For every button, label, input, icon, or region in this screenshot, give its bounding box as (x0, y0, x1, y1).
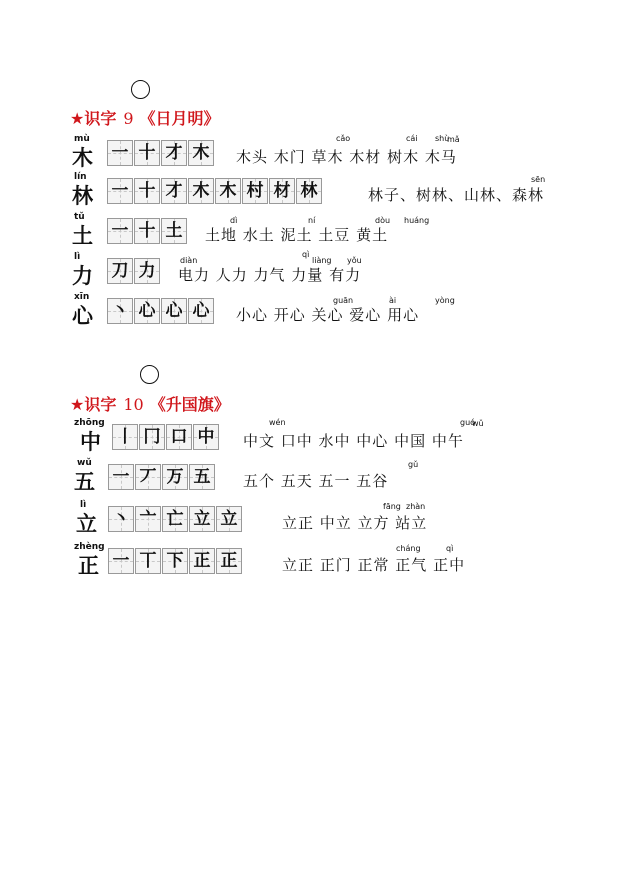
stroke-grid (108, 548, 243, 574)
lesson-name: 《日月明》 (139, 109, 220, 128)
word-list: 林子、树林、山林、森林 (368, 186, 545, 204)
stroke-grid (108, 506, 243, 532)
stroke-cell: 一 (107, 218, 133, 244)
circle-marker (131, 80, 150, 99)
character-row (0, 172, 640, 210)
stroke-grid (108, 464, 216, 490)
word-pinyin: qì (446, 544, 454, 553)
stroke-cell: 十 (134, 140, 160, 166)
word-pinyin: dòu (375, 216, 391, 225)
word-list: 五个 五天 五一 五谷 (243, 472, 389, 490)
stroke-grid (107, 298, 215, 324)
character-pinyin: tǔ (74, 212, 85, 222)
word-list: 中文 口中 水中 中心 中国 中午 (243, 432, 464, 450)
stroke-cell: 木 (188, 178, 214, 204)
word-pinyin: sēn (531, 175, 546, 184)
stroke-cell: 一 (107, 140, 133, 166)
word-pinyin: huáng (404, 216, 430, 225)
word-pinyin: gǔ (408, 460, 419, 469)
stroke-cell: 五 (189, 464, 215, 490)
word-pinyin: shù (435, 134, 450, 143)
stroke-cell: 一 (108, 548, 134, 574)
character: 中 (80, 429, 101, 454)
character-pinyin: xīn (74, 292, 90, 302)
character-pinyin: lín (74, 172, 87, 182)
stroke-cell: 下 (162, 548, 188, 574)
stroke-cell: 立 (189, 506, 215, 532)
stroke-grid (112, 424, 220, 450)
character: 林 (72, 183, 93, 208)
stroke-cell: 刀 (107, 258, 133, 284)
word-pinyin: diàn (180, 256, 198, 265)
character-row (0, 418, 640, 456)
character: 力 (72, 263, 93, 288)
lesson-prefix: ★识字 (70, 395, 117, 414)
stroke-cell: 正 (189, 548, 215, 574)
stroke-cell: 丆 (135, 464, 161, 490)
word-pinyin: cǎo (336, 134, 351, 143)
character: 木 (72, 145, 93, 170)
stroke-cell: 十 (134, 178, 160, 204)
character-pinyin: lì (74, 252, 81, 262)
character: 立 (76, 511, 97, 536)
character-pinyin: zhèng (74, 542, 105, 552)
stroke-cell: 丨 (112, 424, 138, 450)
character-pinyin: wǔ (77, 458, 92, 468)
stroke-cell: 正 (216, 548, 242, 574)
lesson-number: 9 (123, 109, 134, 128)
character-row (0, 542, 640, 580)
stroke-cell: 一 (107, 178, 133, 204)
character-row (0, 500, 640, 538)
stroke-cell: 心 (161, 298, 187, 324)
word-pinyin: qì (302, 250, 310, 259)
lesson-number: 10 (123, 395, 144, 414)
word-pinyin: yǒu (347, 256, 362, 265)
stroke-cell: 木 (215, 178, 241, 204)
word-pinyin: zhàn (406, 502, 426, 511)
stroke-cell: 林 (296, 178, 322, 204)
character-row (0, 134, 640, 172)
stroke-cell: 心 (134, 298, 160, 324)
character: 五 (74, 469, 95, 494)
word-list: 小心 开心 关心 爱心 用心 (236, 306, 420, 324)
character-row (0, 212, 640, 250)
lesson-title (70, 106, 220, 129)
stroke-cell: 才 (161, 178, 187, 204)
word-list: 立正 正门 正常 正气 正中 (282, 556, 466, 574)
character: 心 (72, 303, 93, 328)
word-pinyin: wén (269, 418, 286, 427)
character-row (0, 458, 640, 496)
stroke-cell: 材 (269, 178, 295, 204)
word-list: 电力 人力 力气 力量 有力 (178, 266, 362, 284)
stroke-cell: 丅 (135, 548, 161, 574)
word-pinyin: guān (333, 296, 354, 305)
stroke-grid (107, 258, 161, 284)
stroke-cell: 木 (188, 140, 214, 166)
stroke-cell: 土 (161, 218, 187, 244)
stroke-cell: 一 (108, 464, 134, 490)
character-pinyin: zhōng (74, 418, 105, 428)
stroke-cell: 心 (188, 298, 214, 324)
stroke-cell: 立 (216, 506, 242, 532)
word-pinyin: mǎ (447, 135, 460, 144)
stroke-grid (107, 218, 188, 244)
stroke-grid (107, 140, 215, 166)
stroke-cell: 中 (193, 424, 219, 450)
stroke-cell: 才 (161, 140, 187, 166)
stroke-cell: 万 (162, 464, 188, 490)
stroke-grid (107, 178, 323, 204)
word-pinyin: ài (389, 296, 397, 305)
stroke-cell: 亡 (162, 506, 188, 532)
word-list: 土地 水土 泥土 土豆 黄土 (205, 226, 389, 244)
lesson-title (70, 392, 230, 415)
word-pinyin: dì (230, 216, 238, 225)
circle-marker (140, 365, 159, 384)
stroke-cell: 力 (134, 258, 160, 284)
stroke-cell: 亠 (135, 506, 161, 532)
word-pinyin: yòng (435, 296, 455, 305)
stroke-cell: 口 (166, 424, 192, 450)
stroke-cell: 村 (242, 178, 268, 204)
character-row (0, 252, 640, 290)
word-list: 立正 中立 立方 站立 (282, 514, 428, 532)
character-row (0, 292, 640, 330)
stroke-cell: 丶 (108, 506, 134, 532)
character-pinyin: mù (74, 134, 90, 144)
stroke-cell: 丶 (107, 298, 133, 324)
character-pinyin: lì (80, 500, 87, 510)
character: 正 (78, 553, 99, 578)
stroke-cell: 十 (134, 218, 160, 244)
word-list: 木头 木门 草木 木材 树木 木马 (236, 148, 457, 166)
character: 土 (72, 223, 93, 248)
stroke-cell: 冂 (139, 424, 165, 450)
word-pinyin: wǔ (472, 419, 484, 428)
word-pinyin: cái (406, 134, 418, 143)
word-pinyin: fāng (383, 502, 401, 511)
lesson-name: 《升国旗》 (149, 395, 230, 414)
word-pinyin: liàng (312, 256, 332, 265)
word-pinyin: ní (308, 216, 316, 225)
lesson-prefix: ★识字 (70, 109, 117, 128)
word-pinyin: cháng (396, 544, 421, 553)
word-pinyin: guó (460, 418, 476, 427)
